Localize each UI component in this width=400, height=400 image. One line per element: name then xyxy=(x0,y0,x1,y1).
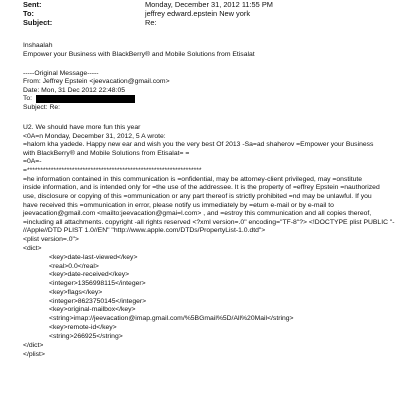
body-line-7: =he information contained in this communication is =onfidential, may be attorney-client privileged, may =onstitute xyxy=(23,176,363,183)
original-to-row xyxy=(23,95,135,103)
body-line-21: <integer>8623750145</integer> xyxy=(49,298,147,305)
redaction-box xyxy=(36,95,135,103)
original-date: Date: Mon, 31 Dec 2012 22:48:05 xyxy=(23,87,126,94)
body-line-4: with BlackBerry® and Mobile Solutions from Etisalat= = xyxy=(23,150,190,157)
body-line-9: use, disclosure or copying of this =ommunication or any part thereof is strictly prohibited =nd may be unlawful. If you xyxy=(23,193,372,200)
to-label: To: xyxy=(23,9,34,18)
body-line-5: =0A=- xyxy=(23,158,42,165)
body-line-22: <key>original-mailbox</key> xyxy=(49,306,136,313)
body-line-1: U2. We should have more fun this year xyxy=(23,124,141,131)
reply-line-1: Inshaalah xyxy=(23,42,53,49)
header-to-row xyxy=(23,9,251,18)
body-line-10: have received this =ommunication in error, please notify us immediately by =eturn e-mail or by e-mail to xyxy=(23,202,334,209)
body-line-15: <dict> xyxy=(23,245,42,252)
body-line-11: jeevacation@gmail.com <mailto:jeevacation@gmai=l.com> , and =estroy this communication and all copies thereof, xyxy=(23,210,372,217)
body-line-23: <string>imap://jeevacation@imap.gmail.com/%5BGmail%5D/All%20Mail</string> xyxy=(49,315,294,322)
body-line-24: <key>remote-id</key> xyxy=(49,324,117,331)
original-to-label: To: xyxy=(23,95,33,102)
body-line-25: <string>266925</string> xyxy=(49,333,123,340)
header-sent-row xyxy=(23,0,273,9)
body-line-17: <real>0.0</real> xyxy=(49,263,99,270)
original-separator: -----Original Message----- xyxy=(23,70,99,77)
header-subject-row xyxy=(23,18,157,27)
body-line-20: <key>flags</key> xyxy=(49,289,103,296)
body-line-26: </dict> xyxy=(23,342,44,349)
subject-label: Subject: xyxy=(23,18,53,27)
body-line-8: inside information, and is intended only for =the use of the addressee. It is the property of =effrey Epstein =nauthorized xyxy=(23,184,380,191)
body-line-2: <0A=n Monday, December 31, 2012, 5 A wrote: xyxy=(23,133,166,140)
body-line-27: </plist> xyxy=(23,351,45,358)
body-line-16: <key>date-last-viewed</key> xyxy=(49,254,138,261)
original-subject: Subject: Re: xyxy=(23,104,61,111)
body-line-18: <key>date-received</key> xyxy=(49,271,130,278)
to-value: jeffrey edward.epstein New york xyxy=(145,9,251,18)
body-line-19: <integer>1356998115</integer> xyxy=(49,280,146,287)
sent-value: Monday, December 31, 2012 11:55 PM xyxy=(145,0,273,9)
body-line-6: =****************************************************************** xyxy=(23,167,202,174)
body-line-13: //Apple//DTD PLIST 1.0//EN" "http://www.apple.com/DTDs/PropertyList-1.0.dtd"> xyxy=(23,227,266,234)
original-from: From: Jeffrey Epstein <jeevacation@gmail.com> xyxy=(23,78,170,85)
sent-label: Sent: xyxy=(23,0,42,9)
body-line-3: =halom kha yadede. Happy new ear and wish you the very best Of 2013 -Sa=ad shaherov =Empower your Business xyxy=(23,141,374,148)
reply-line-2: Empower your Business with BlackBerry® and Mobile Solutions from Etisalat xyxy=(23,51,255,58)
subject-value: Re: xyxy=(145,18,157,27)
body-line-14: <plist version=.0"> xyxy=(23,236,79,243)
body-line-12: =including all attachments. copyright -all rights reserved <?xml version=.0" encoding="TF-8"?> <!DOCTYPE plist PUBLIC "- xyxy=(23,219,395,226)
